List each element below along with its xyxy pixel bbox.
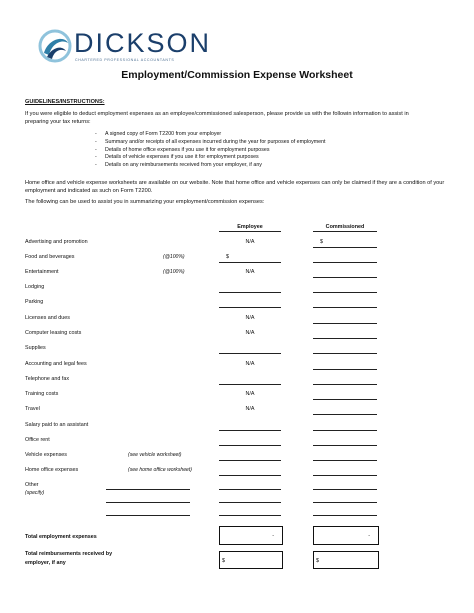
other-specify-line-3[interactable] <box>106 515 190 516</box>
list-item: - A signed copy of Form T2200 from your employer <box>95 131 222 137</box>
commissioned-line-office-rent[interactable] <box>313 445 377 446</box>
total-expenses-label: Total employment expenses <box>25 534 97 540</box>
employee-cell-advertising: N/A <box>245 239 255 245</box>
row-label-lodging: Lodging <box>25 284 45 290</box>
commissioned-line-supplies[interactable] <box>313 353 377 354</box>
commissioned-line-home-office[interactable] <box>313 475 377 476</box>
employee-column-header: Employee <box>237 224 263 230</box>
employee-cell-travel: N/A <box>245 406 255 412</box>
commissioned-line-other-3[interactable] <box>313 515 377 516</box>
page-title: Employment/Commission Expense Worksheet <box>121 69 353 81</box>
commissioned-total-value: - <box>368 533 370 539</box>
row-label-supplies: Supplies <box>25 345 46 351</box>
commissioned-reimbursements-box[interactable] <box>313 551 379 569</box>
commissioned-cell-advertising[interactable]: $ <box>320 239 323 245</box>
row-label-vehicle: Vehicle expenses <box>25 452 67 458</box>
row-label-food: Food and beverages <box>25 254 75 260</box>
commissioned-column-header: Commissioned <box>325 224 365 230</box>
employee-line-parking[interactable] <box>219 307 281 308</box>
list-item: - Summary and/or receipts of all expenses incurred during the year for purposes of employment <box>95 138 326 145</box>
row-label-other: Other <box>25 482 39 488</box>
commissioned-total-box[interactable] <box>313 526 379 545</box>
row-label-accounting: Accounting and legal fees <box>25 361 87 367</box>
commissioned-line-other-2[interactable] <box>313 502 377 503</box>
commissioned-header-line <box>313 231 377 232</box>
employee-line-vehicle[interactable] <box>219 460 281 461</box>
employee-line-other-3[interactable] <box>219 515 281 516</box>
list-item: - Details of home office expenses if you use it for employment purposes <box>95 146 270 153</box>
requirements-list <box>95 131 425 170</box>
entertainment-note: (@100%) <box>163 269 185 275</box>
commissioned-reimbursements-dollar: $ <box>316 558 319 564</box>
commissioned-line-parking[interactable] <box>313 307 377 308</box>
employee-line-home-office[interactable] <box>219 475 281 476</box>
employee-cell-accounting: N/A <box>245 361 255 367</box>
employee-line-lodging[interactable] <box>219 292 281 293</box>
employee-line-other-1[interactable] <box>219 489 281 490</box>
employee-total-box[interactable] <box>219 526 283 545</box>
employee-cell-training: N/A <box>245 391 255 397</box>
row-label-training: Training costs <box>25 391 59 397</box>
commissioned-line-travel[interactable] <box>313 414 377 415</box>
employee-reimbursements-box[interactable] <box>219 551 283 569</box>
employee-line-supplies[interactable] <box>219 353 281 354</box>
commissioned-line-accounting[interactable] <box>313 369 377 370</box>
commissioned-line-entertainment[interactable] <box>313 277 377 278</box>
employee-line-telephone[interactable] <box>219 384 281 385</box>
commissioned-line-salary[interactable] <box>313 430 377 431</box>
other-specify-line-1[interactable] <box>106 489 190 490</box>
home-office-note: (see home office worksheet) <box>128 467 192 473</box>
row-label-advertising: Advertising and promotion <box>25 239 88 245</box>
other-specify-line-2[interactable] <box>106 502 190 503</box>
other-specify-note: (specify) <box>25 490 45 496</box>
commissioned-line-food[interactable] <box>313 262 377 263</box>
commissioned-line-vehicle[interactable] <box>313 460 377 461</box>
commissioned-line-computer-leasing[interactable] <box>313 338 377 339</box>
employee-cell-food[interactable]: $ <box>226 254 229 260</box>
commissioned-line-licenses[interactable] <box>313 323 377 324</box>
commissioned-line-telephone[interactable] <box>313 384 377 385</box>
reimbursements-label-line1: Total reimbursements received by <box>25 551 113 557</box>
list-item: - Details of vehicle expenses if you use it for employment purposes <box>95 154 259 161</box>
company-logo <box>38 28 212 68</box>
commissioned-line-other-1[interactable] <box>313 489 377 490</box>
row-label-telephone: Telephone and fax <box>25 376 70 382</box>
employee-line-other-2[interactable] <box>219 502 281 503</box>
employee-line-salary[interactable] <box>219 430 281 431</box>
employee-total-value: - <box>272 533 274 539</box>
reimbursements-label-line2: employer, if any <box>25 560 66 566</box>
employee-reimbursements-dollar: $ <box>222 558 225 564</box>
employee-line-office-rent[interactable] <box>219 445 281 446</box>
row-label-salary: Salary paid to an assistant <box>25 422 89 428</box>
row-label-travel: Travel <box>25 406 40 412</box>
employee-cell-entertainment: N/A <box>245 269 255 275</box>
employee-cell-computer-leasing: N/A <box>245 330 255 336</box>
commissioned-line-lodging[interactable] <box>313 292 377 293</box>
vehicle-note: (see vehicle worksheet) <box>128 452 182 458</box>
food-note: (@100%) <box>163 254 185 260</box>
commissioned-line-training[interactable] <box>313 399 377 400</box>
logo-mark-icon <box>38 29 72 63</box>
row-label-home-office: Home office expenses <box>25 467 79 473</box>
employee-cell-licenses: N/A <box>245 315 255 321</box>
guidelines-heading: GUIDELINES/INSTRUCTIONS: <box>25 99 105 105</box>
assist-paragraph: The following can be used to assist you in summarizing your employment/commission expenses: <box>25 199 265 205</box>
list-item: - Details on any reimbursements received from your employer, if any <box>95 162 262 169</box>
intro-paragraph: If you were eligible to deduct employment expenses as an employee/commissioned salesperson, please provide us with the followin information to assist in preparing your tax returns: <box>25 111 409 126</box>
row-label-entertainment: Entertainment <box>25 269 59 275</box>
employee-line-food[interactable] <box>219 262 281 263</box>
logo-tagline: CHARTERED PROFESSIONAL ACCOUNTANTS <box>75 58 175 62</box>
commissioned-line-advertising[interactable] <box>313 247 377 248</box>
row-label-computer-leasing: Computer leasing costs <box>25 330 82 336</box>
employee-header-line <box>219 231 281 232</box>
note-paragraph: Home office and vehicle expense worksheets are available on our website. Note that home office and vehicle expenses can only be claimed if they are a condition of your employment and indicated as such on Form T2200. <box>25 180 445 195</box>
logo-wordmark: DICKSON <box>74 28 212 58</box>
row-label-parking: Parking <box>25 299 44 305</box>
row-label-office-rent: Office rent <box>25 437 50 443</box>
row-label-licenses: Licenses and dues <box>25 315 70 321</box>
